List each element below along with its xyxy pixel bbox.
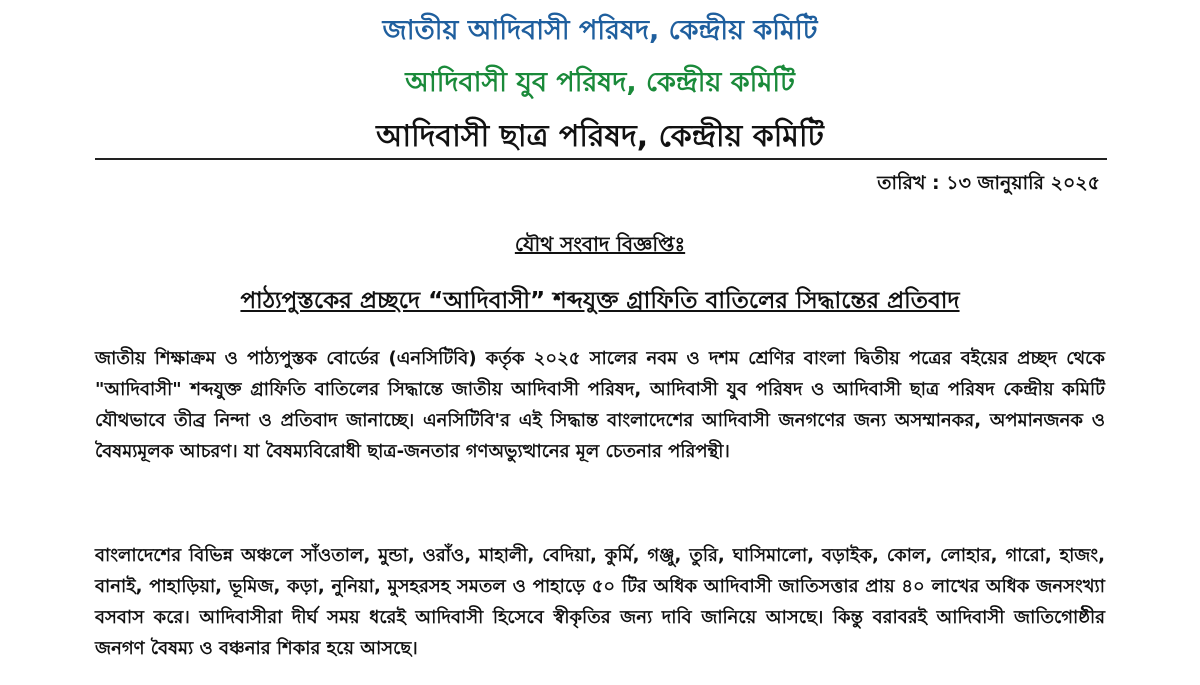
header-divider (95, 158, 1107, 160)
joint-press-release-label: যৌথ সংবাদ বিজ্ঞপ্তিঃ (514, 232, 686, 256)
body-paragraph-2: বাংলাদেশের বিভিন্ন অঞ্চলে সাঁওতাল, মুন্ডা, ওরাঁও, মাহালী, বেদিয়া, কুর্মি, গঞ্জু, তুরি, ঘাসিমালো, বড়াইক, কোল, লোহার, গারো, হাজং, বানাই, পাহাড়িয়া, ভূমিজ, কড়া, নুনিয়া, মুসহরসহ সমতল ও পাহাড়ে ৫০ টির অধিক আদিবাসী জাতিসত্তার প্রায় ৪০ লাখের অধিক জনসংখ্যা বসবাস করে। আদিবাসীরা দীর্ঘ সময় ধরেই আদিবাসী হিসেবে স্বীকৃতির জন্য দাবি জানিয়ে আসছে। কিন্তু বরাবরই আদিবাসী জাতিগোষ্ঠীর জনগণ বৈষম্য ও বঞ্চনার শিকার হয়ে আসছে। (95, 545, 1105, 659)
organization-name-3: আদিবাসী ছাত্র পরিষদ, কেন্দ্রীয় কমিটি (376, 119, 824, 154)
organization-name-2: আদিবাসী যুব পরিষদ, কেন্দ্রীয় কমিটি (405, 67, 795, 98)
press-release-headline: পাঠ্যপুস্তকের প্রচ্ছদে “আদিবাসী” শব্দযুক্ত গ্রাফিতি বাতিলের সিদ্ধান্তের প্রতিবাদ (240, 288, 960, 314)
organization-name-1: জাতীয় আদিবাসী পরিষদ, কেন্দ্রীয় কমিটি (382, 15, 818, 46)
body-paragraph-1: জাতীয় শিক্ষাক্রম ও পাঠ্যপুস্তক বোর্ডের (এনসিটিবি) কর্তৃক ২০২৫ সালের নবম ও দশম শ্রেণির বাংলা দ্বিতীয় পত্রের বইয়ের প্রচ্ছদ থেকে "আদিবাসী" শব্দযুক্ত গ্রাফিতি বাতিলের সিদ্ধান্তে জাতীয় আদিবাসী পরিষদ, আদিবাসী যুব পরিষদ ও আদিবাসী ছাত্র পরিষদ কেন্দ্রীয় কমিটি যৌথভাবে তীব্র নিন্দা ও প্রতিবাদ জানাচ্ছে। এনসিটিবি'র এই সিদ্ধান্ত বাংলাদেশের আদিবাসী জনগণের জন্য অসম্মানকর, অপমানজনক ও বৈষম্যমূলক আচরণ। যা বৈষম্যবিরোধী ছাত্র-জনতার গণঅভ্যুত্থানের মূল চেতনার পরিপন্থী। (95, 348, 1105, 462)
date-label: তারিখ : ১৩ জানুয়ারি ২০২৫ (877, 172, 1100, 194)
